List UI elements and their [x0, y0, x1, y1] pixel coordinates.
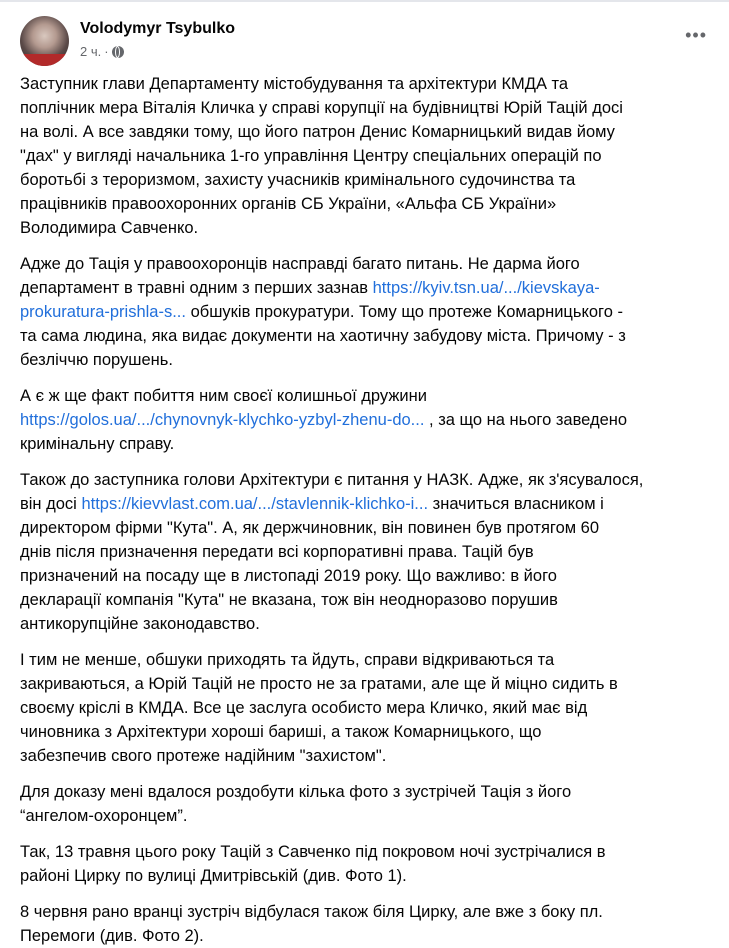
text-line — [20, 924, 709, 948]
text-line — [20, 324, 709, 348]
post-text: Перемоги (див. Фото 2). — [20, 927, 204, 945]
post-header — [0, 2, 729, 72]
text-line — [20, 408, 709, 432]
post-text: та сама людина, яка видає документи на хаотичну забудову міста. Причому - з — [20, 327, 626, 345]
post-paragraph — [20, 648, 709, 768]
post-text: працівників правоохоронних органів СБ України, «Альфа СБ України» — [20, 195, 557, 213]
post-paragraph — [20, 780, 709, 828]
post-text: районі Цирку по вулиці Дмитрівській (див. Фото 1). — [20, 867, 407, 885]
post-text: закриваються, а Юрій Тацій не просто не за гратами, але ще й міцно сидить в — [20, 675, 618, 693]
post-text: поплічник мера Віталія Кличка у справі корупції на будівництві Юрій Тацій досі — [20, 99, 623, 117]
text-line — [20, 540, 709, 564]
post-link[interactable]: https://kievvlast.com.ua/.../stavlennik-klichko-i... — [81, 495, 429, 513]
post-text: значиться власником і — [428, 495, 604, 513]
more-options-button[interactable]: ••• — [685, 25, 707, 45]
text-line — [20, 168, 709, 192]
text-line — [20, 300, 709, 324]
post-text: Володимира Савченко. — [20, 219, 199, 237]
text-line — [20, 720, 709, 744]
text-line — [20, 648, 709, 672]
text-line — [20, 144, 709, 168]
text-line — [20, 840, 709, 864]
text-line — [20, 516, 709, 540]
text-line — [20, 468, 709, 492]
post-paragraph — [20, 468, 709, 636]
post-text: днів після призначення передати всі корпоративні права. Тацій був — [20, 543, 534, 561]
text-line — [20, 900, 709, 924]
text-line — [20, 252, 709, 276]
post-link[interactable]: prokuratura-prishla-s... — [20, 303, 186, 321]
post-text: своєму кріслі в КМДА. Все це заслуга особисто мера Кличко, який має від — [20, 699, 588, 717]
post-text: він досі — [20, 495, 82, 513]
post-link[interactable]: https://golos.ua/.../chynovnyk-klychko-yzbyl-zhenu-do... — [20, 411, 425, 429]
post-paragraph — [20, 252, 709, 372]
post-text: кримінальну справу. — [20, 435, 175, 453]
text-line — [20, 612, 709, 636]
text-line — [20, 804, 709, 828]
post-paragraph — [20, 840, 709, 888]
post-paragraph — [20, 72, 709, 240]
post-text: чиновника з Архітектури хороші бариші, а також Комарницького, що — [20, 723, 542, 741]
text-line — [20, 780, 709, 804]
separator: · — [104, 44, 109, 59]
post-text: 8 червня рано вранці зустріч відбулася також біля Цирку, але вже з боку пл. — [20, 903, 603, 921]
post-text: Для доказу мені вдалося роздобути кілька фото з зустрічей Тація з його — [20, 783, 572, 801]
post-text: боротьбі з тероризмом, захисту учасників кримінального судочинства та — [20, 171, 576, 189]
text-line — [20, 216, 709, 240]
text-line — [20, 864, 709, 888]
post-text: декларації компанія "Кута" не вказана, тож він неодноразово порушив — [20, 591, 558, 609]
post-time[interactable]: 2 ч. — [80, 44, 102, 59]
avatar[interactable] — [20, 16, 69, 66]
text-line — [20, 492, 709, 516]
post-paragraph — [20, 384, 709, 456]
post-text: А є ж ще факт побиття ним своєї колишньої дружини — [20, 387, 427, 405]
post-text: обшуків прокуратури. Тому що протеже Комарницького - — [185, 303, 623, 321]
post-text: директором фірми "Кута". А, як держчиновник, він повинен був протягом 60 — [20, 519, 600, 537]
text-line — [20, 564, 709, 588]
post-text: Адже до Тація у правоохоронців насправді багато питань. Не дарма його — [20, 255, 580, 273]
text-line — [20, 696, 709, 720]
author-name[interactable]: Volodymyr Tsybulko — [80, 20, 235, 37]
text-line — [20, 672, 709, 696]
post-text: Також до заступника голови Архітектури є питання у НАЗК. Адже, як з'ясувалося, — [20, 471, 644, 489]
post-text: Заступник глави Департаменту містобудування та архітектури КМДА та — [20, 75, 569, 93]
text-line — [20, 432, 709, 456]
post-text: , за що на нього заведено — [424, 411, 628, 429]
post-paragraph — [20, 900, 709, 948]
post-text: "дах" у вигляді начальника 1-го управління Центру спеціальних операцій по — [20, 147, 602, 165]
post-text: антикорупційне законодавство. — [20, 615, 260, 633]
text-line — [20, 348, 709, 372]
post-text: “ангелом-охоронцем”. — [20, 807, 188, 825]
text-line — [20, 744, 709, 768]
post-text: департамент в травні одним з перших зазнав — [20, 279, 373, 297]
post-link[interactable]: https://kyiv.tsn.ua/.../kievskaya- — [372, 279, 600, 297]
post-body — [0, 72, 729, 948]
globe-icon[interactable] — [112, 46, 124, 58]
post-text: призначений на посаду ще в листопаді 2019 року. Що важливо: в його — [20, 567, 557, 585]
post-text: безліччю порушень. — [20, 351, 173, 369]
post-text: І тим не менше, обшуки приходять та йдуть, справи відкриваються та — [20, 651, 555, 669]
text-line — [20, 96, 709, 120]
post-text: на волі. А все завдяки тому, що його патрон Денис Комарницький видав йому — [20, 123, 615, 141]
text-line — [20, 384, 709, 408]
text-line — [20, 72, 709, 96]
post-text: забезпечив свого протеже надійним "захистом". — [20, 747, 387, 765]
post-meta — [80, 44, 124, 59]
post-text: Так, 13 травня цього року Тацій з Савченко під покровом ночі зустрічалися в — [20, 843, 606, 861]
text-line — [20, 120, 709, 144]
text-line — [20, 192, 709, 216]
text-line — [20, 588, 709, 612]
text-line — [20, 276, 709, 300]
